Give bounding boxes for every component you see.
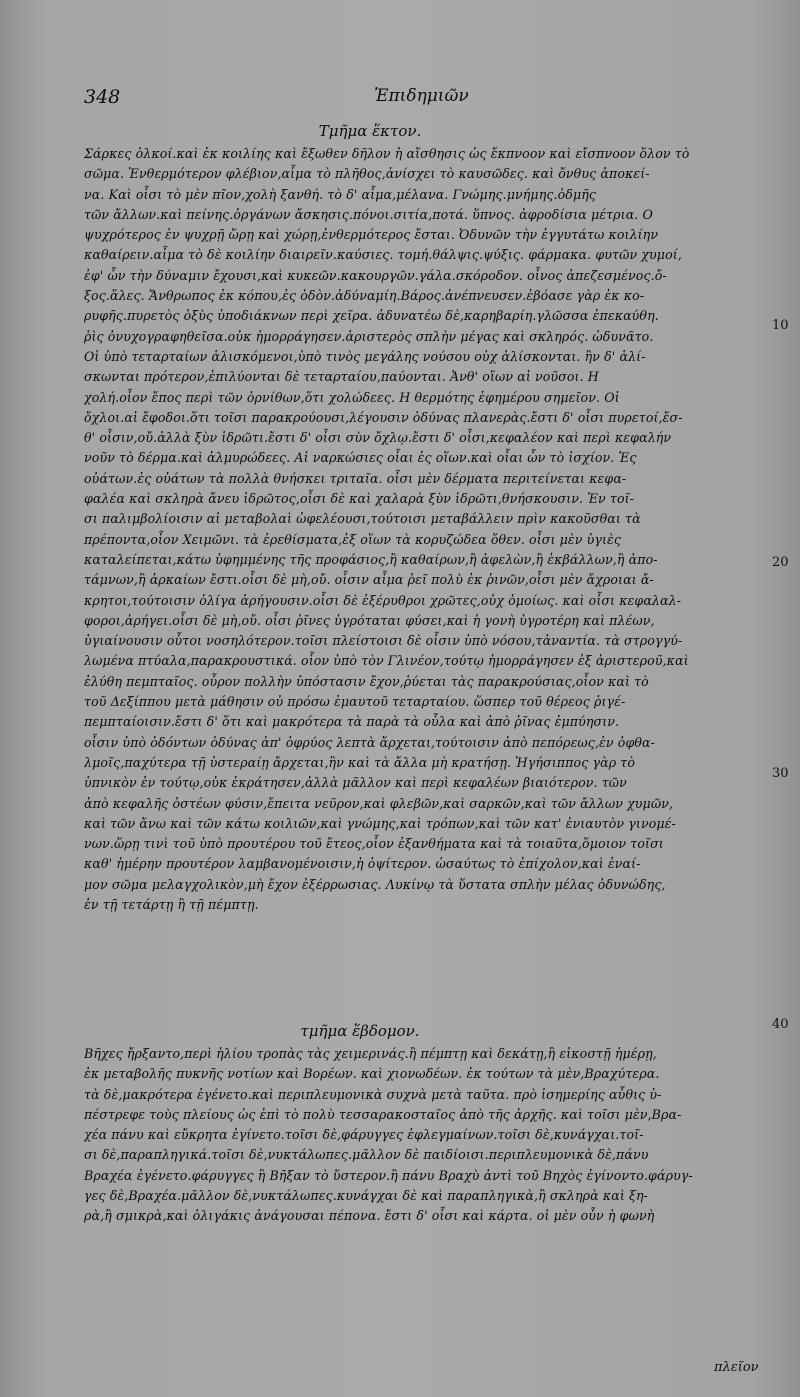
text-line: χολή.οἷον ἔπος περὶ τῶν ὀρνίθων,ὅτι χολώδεες. Η θερμότης ἐφημέρου σημεῖον. Οἱ — [84, 389, 620, 405]
text-line: καταλείπεται,κάτω ὑφημμένης τῆς προφάσιος,ἢ καθαίρων,ἢ ἀφελὼν,ἢ ἐκβάλλων,ἢ ἀπο- — [84, 551, 658, 567]
text-line: καθαίρειν.αἷμα τὸ δὲ κοιλίην διαιρεῖν.καύσιες. τομή.θάλψις.ψύξις. φάρμακα. φυτῶν χυμοί, — [84, 247, 682, 263]
text-line: τάμνων,ἢ ἀρκαίων ἔστι.οἷσι δὲ μὴ,οὔ. οἷσιν αἷμα ῥεῖ πολὺ ἐκ ῥινῶν,οἷσι μὲν ἄχροιαι ἄ- — [84, 572, 654, 588]
text-line: μον σῶμα μελαγχολικὸν,μὴ ἔχον ἐξέρρωσιας. Λυκίνῳ τὰ ὕστατα σπλὴν μέλας ὀδυνώδης, — [84, 876, 666, 892]
text-line: ἀπὸ κεφαλῆς ὀστέων φύσιν,ἔπειτα νεῦρον,καὶ φλεβῶν,καὶ σαρκῶν,καὶ τῶν ἄλλων χυμῶν, — [84, 795, 674, 811]
text-line: ψυχρότερος ἐν ψυχρῇ ὥρῃ καὶ χώρῃ,ἐνθερμότερος ἔσται. Ὀδυνῶν τὴν ἐγγυτάτω κοιλίην — [84, 227, 659, 243]
text-line: να. Καὶ οἷσι τὸ μὲν πῖον,χολὴ ξανθή. τὸ δ' αἷμα,μέλανα. Γνώμης.μνήμης.ὀδμῆς — [84, 186, 597, 202]
text-line: κρητοι,τούτοισιν ὀλίγα ἀρήγουσιν.οἷσι δὲ ἐξέρυθροι χρῶτες,οὐχ ὁμοίως. καὶ οἷσι κεφαλαλ- — [84, 592, 682, 608]
text-line: Οἱ ὑπὸ τεταρταίων ἁλισκόμενοι,ὑπὸ τινὸς μεγάλης νούσου οὐχ ἁλίσκονται. ἢν δ' ἁλί- — [84, 348, 646, 364]
text-line: σι δὲ,παραπληγικά.τοῖσι δὲ,νυκτάλωπες.μᾶλλον δὲ παιδίοισι.περιπλευμονικὰ δὲ,πάνυ — [84, 1147, 649, 1163]
text-line: τοῦ Δεξίππου μετὰ μάθησιν οὐ πρόσω ἐμαυτοῦ τεταρταίου. ὥσπερ τοῦ θέρεος ῥιγέ- — [84, 694, 626, 710]
text-line: Βραχέα ἐγένετο.φάρυγγες ἢ Βῆξαν τὸ ὕστερον.ἢ πάνυ Βραχὺ ἀντὶ τοῦ Βηχὸς ἐγίνοντο.φάρυγ- — [84, 1167, 693, 1183]
text-line: θ' οἷσιν,οὔ.ἀλλὰ ξὺν ἱδρῶτι.ἔστι δ' οἷσι σὺν ὄχλῳ.ἔστι δ' οἷσι,κεφαλέον καὶ περὶ κεφαλήν — [84, 430, 672, 446]
text-line: Βῆχες ἤρξαντο,περὶ ἡλίου τροπὰς τὰς χειμερινάς.ἢ πέμπτῃ καὶ δεκάτῃ,ἢ εἰκοστῇ ἡμέρῃ, — [84, 1046, 657, 1061]
text-line: ἐν τῇ τετάρτῃ ἢ τῇ πέμπτῃ. — [84, 896, 259, 912]
margin-line-number: 20 — [772, 555, 789, 570]
text-line: πρέποντα,οἷον Χειμῶνι. τὰ ἐρεθίσματα,ἐξ οἵων τὰ κορυζώδεα ὅθεν. οἷσι μὲν ὑγιὲς — [84, 531, 622, 547]
text-line: λμοῖς,παχύτερα τῇ ὑστεραίῃ ἄρχεται,ἢν καὶ τὰ ἄλλα μὴ κρατήσῃ. Ἡγήσιππος γὰρ τὸ — [84, 754, 636, 770]
text-line: καθ' ἡμέρην προυτέρον λαμβανομένοισιν,ἡ ὀψίτερον. ὡσαύτως τὸ ἐπίχολον,καὶ ἐναί- — [84, 856, 641, 872]
text-line: ῥὶς ὀνυχογραφηθεῖσα.οὐκ ἠμορράγησεν.ἀριστερὸς σπλὴν μέγας καὶ σκληρός. ὠδυνᾶτο. — [84, 328, 654, 344]
margin-line-number: 30 — [772, 766, 789, 781]
catchword: πλεῖον — [714, 1360, 759, 1375]
section-title-sixth: Τμῆμα ἕκτον. — [318, 122, 422, 140]
text-line: ἐφ' ὧν τὴν δύναμιν ἔχουσι,καὶ κυκεῶν.κακουργῶν.γάλα.σκόροδον. οἶνος ἀπεζεσμένος.ὄ- — [84, 267, 667, 283]
text-line: σῶμα. Ἐνθερμότερον φλέβιον,αἷμα τὸ πλῆθος,ἀνίσχει τὸ καυσῶδες. καὶ ὄνθυς ἀποκεί- — [84, 166, 650, 182]
text-line: χέα πάνυ καὶ εὔκρητα ἐγίνετο.τοῖσι δὲ,φάρυγγες ἐφλεγμαίνων.τοῖσι δὲ,κυνάγχαι.τοῖ- — [84, 1127, 644, 1143]
text-line: ρυφῆς.πυρετὸς ὀξὺς ὑποδιάκνων περὶ χεῖρα. ἀδυνατέω δὲ,καρηβαρίη.γλῶσσα ἐπεκαύθη. — [84, 308, 659, 324]
text-line: ἐκ μεταβολῆς πυκνῆς νοτίων καὶ Βορέων. καὶ χιονωδέων. ἐκ τούτων τὰ μὲν,Βραχύτερα. — [84, 1066, 660, 1082]
text-line: ξος.ἅλες. Ἄνθρωπος ἐκ κόπου,ἐς ὁδὸν.ἀδύναμίη.Βάρος.ἀνέπνευσεν.ἐβόασε γὰρ ἐκ κο- — [84, 288, 645, 304]
text-line: ὑγιαίνουσιν οὗτοι νοσηλότερον.τοῖσι πλείστοισι δὲ οἷσιν ὑπὸ νόσου,τἀναντία. τὰ στρογγύ- — [84, 633, 683, 649]
text-line: σι παλιμβολίοισιν αἱ μεταβολαὶ ὠφελέουσι,τούτοισι μεταβάλλειν πρὶν κακοῦσθαι τὰ — [84, 511, 641, 527]
margin-line-number: 40 — [772, 1017, 789, 1032]
text-line: τὰ δὲ,μακρότερα ἐγένετο.καὶ περιπλευμονικὰ συχνὰ μετὰ ταῦτα. πρὸ ἰσημερίης αὖθις ὑ- — [84, 1086, 662, 1102]
text-line: ὑπνικὸν ἐν τούτῳ,οὐκ ἐκράτησεν,ἀλλὰ μᾶλλον καὶ περὶ κεφαλέων βιαιότερον. τῶν — [84, 775, 627, 791]
text-line: φαλέα καὶ σκληρὰ ἄνευ ἱδρῶτος,οἷσι δὲ καὶ χαλαρὰ ξὺν ἱδρῶτι,θνήσκουσιν. Ἐν τοῖ- — [84, 491, 635, 507]
margin-line-number: 10 — [772, 318, 789, 333]
text-line: φοροι,ἀρήγει.οἷσι δὲ μὴ,οὔ. οἷσι ῥῖνες ὑγρόταται φύσει,καὶ ἡ γονὴ ὑγροτέρη καὶ πλέων, — [84, 612, 655, 628]
text-line: γες δὲ,Βραχέα.μᾶλλον δὲ,νυκτάλωπες.κυνάγχαι δὲ καὶ παραπληγικὰ,ἢ σκληρὰ καὶ ξη- — [84, 1188, 648, 1204]
text-line: πέστρεφε τοὺς πλείους ὡς ἐπὶ τὸ πολὺ τεσσαρακοσταῖος ἀπὸ τῆς ἀρχῆς. καὶ τοῖσι μὲν,Βρα- — [84, 1106, 682, 1122]
section-title-seventh: τμῆμα ἕβδομον. — [300, 1022, 420, 1040]
section-body-seventh — [84, 1044, 772, 1227]
text-line: οὐάτων.ἐς οὐάτων τὰ πολλὰ θνήσκει τριταῖα. οἷσι μὲν δέρματα περιτείνεται κεφα- — [84, 470, 627, 486]
text-line: οἷσιν ὑπὸ ὀδόντων ὀδύνας ἀπ' ὀφρύος λεπτὰ ἄρχεται,τούτοισιν ἀπὸ πεπόρεως,ἐν ὀφθα- — [84, 734, 656, 750]
text-line: σκωνται πρότερον,ἐπιλύονται δὲ τεταρταίου,παύονται. Ἀνθ' οἵων αἱ νοῦσοι. Η — [84, 369, 599, 385]
text-line: νων.ὥρῃ τινὶ τοῦ ὑπὸ προυτέρου τοῦ ἔτεος,οἷον ἐξανθήματα καὶ τὰ τοιαῦτα,ὅμοιον τοῖσι — [84, 836, 664, 852]
page-number: 348 — [84, 86, 121, 108]
text-line: πεμπταίοισιν.ἔστι δ' ὅτι καὶ μακρότερα τὰ παρὰ τὰ οὖλα καὶ ἀπὸ ῥῖνας ἐμπύησιν. — [84, 714, 620, 730]
text-line: ὄχλοι.αἱ ἔφοδοι.ὅτι τοῖσι παρακρούουσι,λέγουσιν ὀδύνας πλανερὰς.ἔστι δ' οἷσι πυρετοί,ἔσ- — [84, 409, 683, 425]
text-line: ρὰ,ἢ σμικρὰ,καὶ ὀλιγάκις ἀνάγουσαι πέπονα. ἔστι δ' οἷσι καὶ κάρτα. οἱ μὲν οὖν ἡ φωνὴ — [84, 1208, 655, 1224]
text-line: καὶ τῶν ἄνω καὶ τῶν κάτω κοιλιῶν,καὶ γνώμης,καὶ τρόπων,καὶ τῶν κατ' ἐνιαυτὸν γινομέ- — [84, 815, 676, 831]
section-body-sixth — [84, 144, 772, 915]
text-line: λωμένα πτύαλα,παρακρουστικά. οἷον ὑπὸ τὸν Γλινέον,τούτῳ ἠμορράγησεν ἐξ ἀριστεροῦ,καὶ — [84, 653, 689, 669]
text-line: ἐλύθη πεμπταῖος. οὖρον πολλὴν ὑπόστασιν ἔχον,ῥύεται τὰς παρακρούσιας,οἷον καὶ τὸ — [84, 673, 649, 689]
text-line: Σάρκες ὁλκοί.καὶ ἐκ κοιλίης καὶ ἔξωθεν δῆλον ἡ αἴσθησις ὡς ἔκπνοον καὶ εἴσπνοον ὅλον τὸ — [84, 146, 690, 161]
text-line: τῶν ἄλλων.καὶ πείνης.ὀργάνων ἄσκησις.πόνοι.σιτία,ποτά. ὕπνος. ἀφροδίσια μέτρια. Ο — [84, 206, 653, 222]
running-head: Ἐπιδημιῶν — [374, 86, 469, 106]
text-line: νοῦν τὸ δέρμα.καὶ ἁλμυρώδεες. Αἱ ναρκώσιες οἷαι ἐς οἵων.καὶ οἷαι ὧν τὸ ἰσχίον. Ἐς — [84, 450, 637, 466]
